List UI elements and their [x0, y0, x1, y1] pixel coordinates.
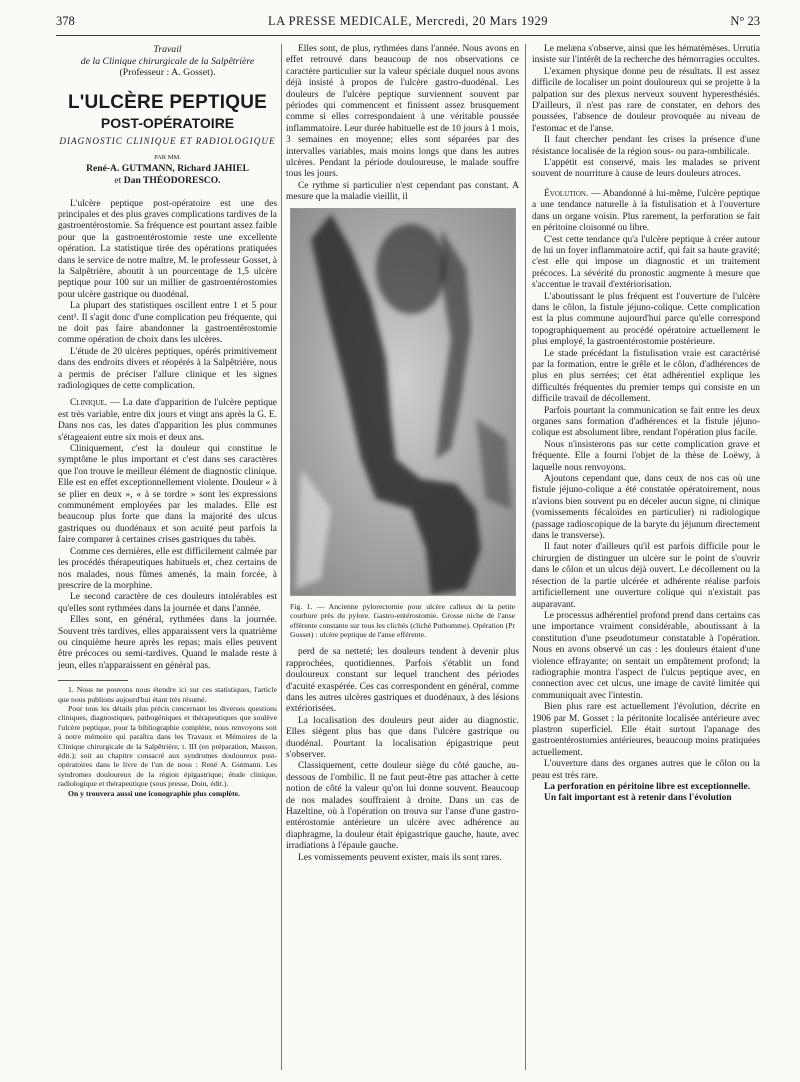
journal-title: LA PRESSE MEDICALE, Mercredi, 20 Mars 1929	[267, 14, 548, 28]
paragraph: Classiquement, cette douleur siège du côté gauche, au-dessous de l'ombilic. Il ne faut peut-être pas attacher à cette notion de côté la valeur qu'on lui donne souvent. Beaucoup de nos malades souffraient à droite. Dans un cas de Hazeltine, où à l'opération on trouva sur l'anse d'une gastro-entérostomie antérieure un ulcère avec adhérence au diaphragme, la douleur était épigastrique gauche, haute, avec irradiations à l'épaule gauche.	[286, 761, 519, 852]
authors-line-2: Dan THÉODORESCO.	[123, 174, 221, 186]
paragraph: Il faut noter d'ailleurs qu'il est parfois difficile pour le chirurgien de distinguer un ulcère sur le point de s'ouvrir dans le côlon et un ulcus déjà ouvert. Le décollement ou la résection de la partie ulcérée et adhérente réalise parfois artificiellement une ouverture colique qui n'existait pas auparavant.	[532, 542, 760, 610]
column-1	[58, 44, 277, 798]
paragraph: Un fait important est à retenir dans l'évolution	[544, 793, 732, 804]
paragraph: Les vomissements peuvent exister, mais ils sont rares.	[298, 852, 502, 863]
paragraph: Le melæna s'observe, ainsi que les hématémèses. Urrutia insiste sur l'intérêt de la recherche des hémorragies occultes.	[532, 44, 760, 66]
footnote-rule	[58, 680, 128, 681]
paragraph: L'ulcère peptique post-opératoire est une des principales et des plus graves complications tardives de la gastroentérostomie. Sa fréquence est pourtant assez faible pour que la gastroentérostomie reste une excellente opération. La statistique tirée des opérations pratiquées dans le service de notre maître, M. le professeur Gosset, à la Salpêtrière, aboutit à un pourcentage de 1,5 ulcère peptique pour 100 sur un millier de gastroentérostomies pour ulcère gastrique ou duodénal.	[58, 198, 277, 300]
column-3	[532, 44, 760, 805]
footnote: Pour tous les détails plus précis concernant les diverses questions cliniques, diagnostiques, pathogéniques et thérapeutiques que soulève l'ulcère peptique, pour la bibliographie complète, nous renvoyons soit à notre mémoire qui paraîtra dans les Travaux et Mémoires de la Clinique chirurgicale de la Salpêtrière, t. III (en préparation, Masson, édit.); soit au chapitre consacré aux syndromes douloureux post-opératoires dans le livre de l'un de nous : René A. Gutmann. Les syndromes douloureux de la région épigastrique; étude clinique, radiologique et thérapeutique (sous presse, Doin, édit.).	[58, 703, 277, 789]
paragraph: L'appétit est conservé, mais les malades se privent souvent de nourriture à cause de leurs douleurs atroces.	[532, 158, 760, 180]
paragraph: Ce rythme si particulier n'est cependant pas constant. A mesure que la maladie vieillit, il	[286, 180, 519, 203]
paragraph: Le second caractère de ces douleurs intolérables est qu'elles sont rythmées dans la journée et dans l'année.	[58, 592, 277, 614]
paragraph: Il faut chercher pendant les crises la présence d'une résistance localisée de la région sous- ou para-ombilicale.	[532, 135, 760, 157]
page-number: 378	[56, 14, 75, 28]
paragraph: Elles sont, de plus, rythmées dans l'année. Nous avons en effet retrouvé dans beaucoup de nos observations ce caractère particulier sur la valeur spéciale duquel nous avons déjà insisté à propos de l'ulcère gastro-duodénal. Les douleurs de l'ulcère peptique surviennent souvent par périodes qui commencent et finissent assez brusquement comme si elles correspondaient à une véritable poussée inflammatoire. Leur durée habituelle est de 10 jours à 1 mois, 3 semaines en moyenne; elles sont séparées par des intervalles variables, mais moins longs que dans les autres ulcères. Pendant la période douloureuse, le malade souffre tous les jours.	[286, 44, 519, 180]
paragraph: Parfois pourtant la communication se fait entre les deux organes sans formation d'adhérences et la fistule jéjuno-colique est absolument libre, rendant l'opération plus facile.	[532, 405, 760, 439]
paragraph: Cliniquement, c'est la douleur qui constitue le symptôme le plus important et c'est dans ses caractères que l'on trouve le meilleur élément de diagnostic clinique. Elle est en effet exceptionnellement violente. Douleur « à se plier en deux », « à se tordre » sont les expressions communément employées par les malades. Elle est beaucoup plus forte que dans la majorité des ulcus gastriques ou duodénaux et son acuité peut parfois la faire comparer à certaines crises gastriques du tabès.	[58, 444, 277, 546]
header-rule	[56, 35, 760, 36]
footnotes	[58, 685, 277, 798]
work-line-1: Travail	[153, 44, 182, 55]
paragraph: L'examen physique donne peu de résultats. Il est assez difficile de localiser un point douloureux qui se projette à la palpation sur des plexus nerveux souvent hyperesthésiés. D'ailleurs, il n'est pas rare de constater, en dehors des poussées, l'absence de douleur provoquée au niveau de l'estomac et de l'anse.	[532, 66, 760, 134]
paragraph: Nous n'insisterons pas sur cette complication grave et fréquente. Elle a fourni l'objet de la thèse de Loëwy, à laquelle nous renvoyons.	[532, 439, 760, 473]
paragraph: L'ouverture dans des organes autres que le côlon ou la peau est très rare.	[532, 759, 760, 781]
paragraph: Ajoutons cependant que, dans ceux de nos cas où une fistule jéjuno-colique a été constatée opératoirement, nous n'avions bien souvent pu en déceler aucun signe, ni clinique (vomissements fécaloïdes en particulier) ni radiologique (passage radioscopique de la baryte du jéjunum directement dans le transverse).	[532, 474, 760, 542]
figure-caption: Fig. 1. — Ancienne pylorectomie pour ulcère calleux de la petite courbure près du pylore. Gastro-entérostomie. Grosse niche de l'anse efférente constante sur tous les clichés (cliché Puthomme). Opération (Pr Gosset) : ulcère peptique de l'anse efférente.	[290, 601, 515, 639]
article-subtitle: POST-OPÉRATOIRE	[100, 114, 235, 131]
paragraph: La localisation des douleurs peut aider au diagnostic. Elles siègent plus bas que dans l'ulcère gastrique ou duodénal. Pourtant la localisation épigastrique peut s'observer.	[286, 715, 519, 760]
paragraph: Elles sont, en général, rythmées dans la journée. Souvent très tardives, elles apparaissent vers la quatrième ou cinquième heure après les repas; mais elles peuvent être précoces ou semi-tardives. Quand le malade reste à jeun, elles n'apparaissent en général pas.	[58, 615, 277, 671]
paragraph: — Abandonné à lui-même, l'ulcère peptique a une tendance naturelle à la fistulisation et à l'ouverture dans un organe voisin. Plus rarement, la perforation se fait en péritoine cloisonné ou libre.	[532, 188, 760, 234]
section-label-evolution: Évolution.	[544, 188, 589, 199]
running-header	[56, 14, 760, 36]
paragraph: — La date d'apparition de l'ulcère peptique est très variable, entre dix jours et vingt ans après la G. E. Dans nos cas, les dates d'apparition les plus communes s'étageaient entre six mois et deux ans.	[58, 398, 277, 443]
article-title: L'ULCÈRE PEPTIQUE	[68, 91, 267, 113]
work-line-2: de la Clinique chirurgicale de la Salpêtrière	[80, 55, 255, 67]
column-rule-1	[281, 44, 282, 1070]
footnote: 1. Nous ne pouvons nous étendre ici sur ces statistiques, l'article que nous publions aujourd'hui étant très résumé.	[58, 685, 277, 704]
work-line-3: (Professeur : A. Gosset).	[119, 67, 216, 78]
section-label-clinique: Clinique.	[70, 398, 108, 409]
paragraph: Comme ces dernières, elle est difficilement calmée par les procédés thérapeutiques habituels et, chez certains de nos malades, nous fûmes amenés, la main forcée, à prescrire de la morphine.	[58, 546, 277, 591]
issue-number: N° 23	[730, 14, 760, 28]
column-rule-2	[525, 44, 526, 1070]
radiograph-image	[291, 209, 515, 595]
paragraph: C'est cette tendance qu'a l'ulcère peptique à créer autour de lui un foyer inflammatoire actif, qui fait sa haute gravité; c'est elle qui impose un diagnostic et un traitement précoces. La sévérité du pronostic augmente à mesure que s'accentue le travail d'extériorisation.	[532, 234, 760, 291]
footnote: On y trouvera aussi une iconographie plus complète.	[68, 788, 240, 798]
column-2	[286, 44, 519, 864]
radiograph-figure	[290, 208, 516, 596]
paragraph: Bien plus rare est actuellement l'évolution, décrite en 1906 par M. Gosset : la péritonite localisée antérieure avec plastron superficiel. Elle était surtout l'apanage des gastroentérostomies antérieures, beaucoup moins pratiquées actuellement.	[532, 702, 760, 758]
byline-par: PAR MM.	[154, 153, 181, 161]
paragraph: La perforation en péritoine libre est exceptionnelle.	[544, 782, 751, 792]
authors-line-1: René-A. GUTMANN, Richard JAHIEL	[86, 162, 249, 174]
paragraph: L'étude de 20 ulcères peptiques, opérés primitivement dans des endroits divers et réopérés à la Salpêtrière, nous a permis de préciser l'allure clinique et les signes radiologiques de cette complication.	[58, 346, 277, 391]
paragraph: perd de sa netteté; les douleurs tendent à devenir plus rapprochées, quotidiennes. Parfois s'établit un fond douloureux constant sur lequel tranchent des périodes d'acuité exaspérée. Ces cas correspondent en général, comme dans les autres ulcères gastriques et duodénaux, à des lésions extériorisées.	[286, 647, 519, 715]
paragraph: Le processus adhérentiel profond prend dans certains cas une importance vraiment considérable, aboutissant à la constitution d'une pseudotumeur constatable à l'opération. Nous en avons observé un cas : les douleurs étaient d'une violence effrayante; on sentait un empâtement profond; la radiographie montra l'aspect de l'ulcus peptique avec, en connection avec cet ulcus, une image de cavité limitée qui communiquait avec l'intestin.	[532, 610, 760, 701]
article-kicker: DIAGNOSTIC CLINIQUE ET RADIOLOGIQUE	[59, 135, 276, 146]
paragraph: La plupart des statistiques oscillent entre 1 et 5 pour cent¹. Il s'agit donc d'une complication peu fréquente, qui ne doit pas faire abandonner la gastroentérostomie comme opération de choix dans les ulcères.	[58, 301, 277, 346]
paragraph: Le stade précédant la fistulisation vraie est caractérisé par la formation, entre le grêle et le côlon, d'adhérences de plus en plus serrées; cet état adhérentiel explique les difficultés fréquentes du premier temps qui consiste en un difficile travail de décollement.	[532, 348, 760, 405]
paragraph: L'aboutissant le plus fréquent est l'ouverture de l'ulcère dans le côlon, la fistule jéjuno-colique. Cette complication est la plus commune aujourd'hui parce qu'elle correspond topographiquement au procédé opératoire actuellement le plus employé, la gastroentérostomie postérieure.	[532, 291, 760, 348]
authors-et: et	[114, 174, 122, 186]
